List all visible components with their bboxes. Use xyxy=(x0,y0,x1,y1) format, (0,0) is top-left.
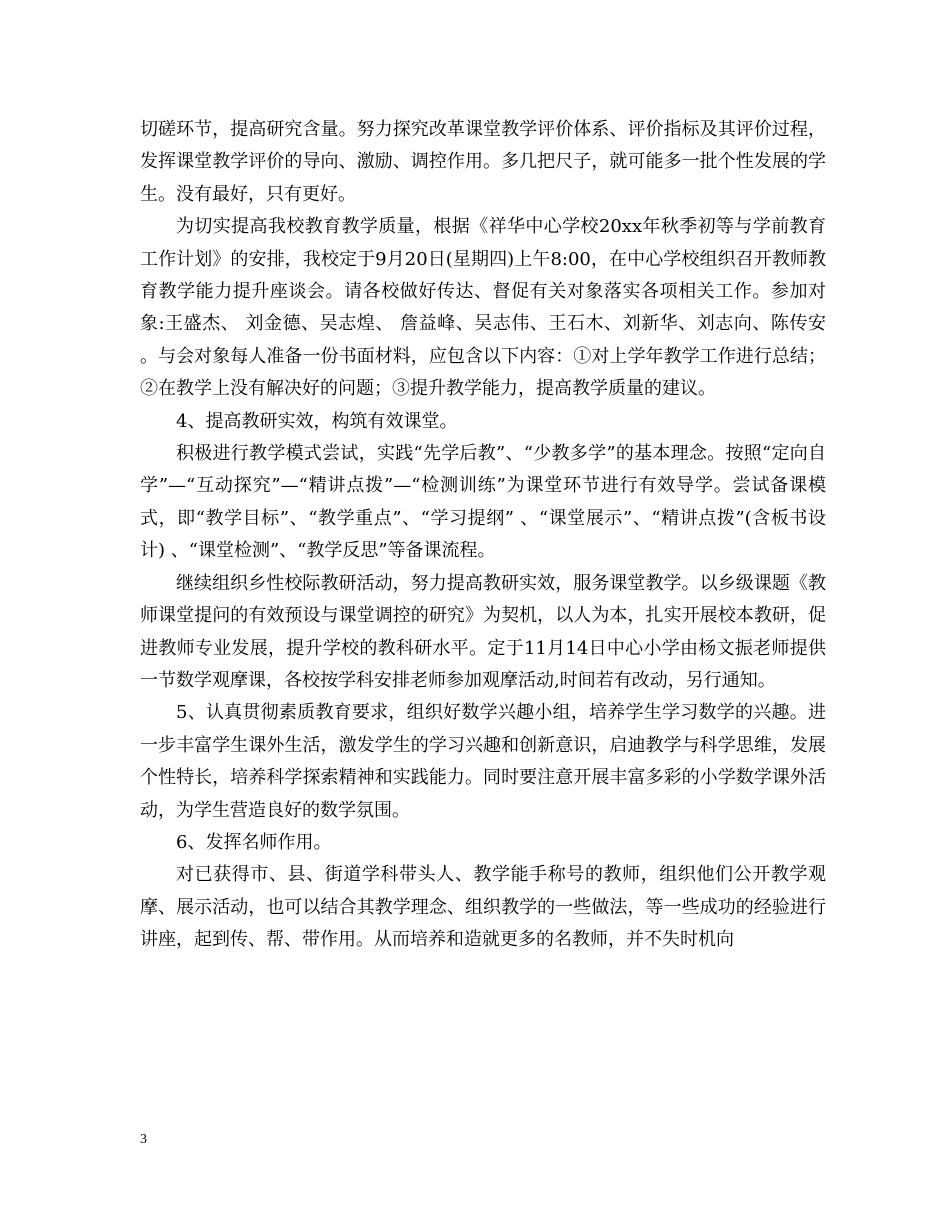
document-body xyxy=(140,114,826,957)
page-number: 3 xyxy=(140,1132,147,1147)
section-heading-6: 6、发挥名师作用。 xyxy=(176,831,332,853)
paragraph-teaching-model: 积极进行教学模式尝试，实践“先学后教”、“少教多学”的基本理念。按照“定向自学”—“互动探究”—“精讲点拨”—“检测训练”为课堂环节进行有效导学。尝试备课模式，即“教学目标”、“教学重点”、“学习提纲” 、“课堂展示”、“精讲点拨”(含板书设计) 、“课堂检测”、“教学反思”等备课流程。 xyxy=(140,443,826,562)
section-heading-5: 5、认真贯彻素质教育要求，组织好数学兴趣小组，培养学生学习数学的兴趣。进一步丰富学生课外生活，激发学生的学习兴趣和创新意识，启迪教学与科学思维，发展个性特长，培养科学探索精神和实践能力。同时要注意开展丰富多彩的小学数学课外活动，为学生营造良好的数学氛围。 xyxy=(140,702,826,821)
section-heading-4: 4、提高教研实效，构筑有效课堂。 xyxy=(176,410,458,432)
paragraph-famous-teachers: 对已获得市、县、街道学科带头人、教学能手称号的教师，组织他们公开教学观摩、展示活动，也可以结合其教学理念、组织教学的一些做法，等一些成功的经验进行讲座，起到传、帮、带作用。从而培养和造就更多的名教师，并不失时机向 xyxy=(140,864,826,951)
paragraph-research-activity: 继续组织乡性校际教研活动，努力提高教研实效，服务课堂教学。以乡级课题《教师课堂提问的有效预设与课堂调控的研究》为契机，以人为本，扎实开展校本教研，促进教师专业发展，提升学校的教科研水平。定于11月14日中心小学由杨文振老师提供一节数学观摩课，各校按学科安排老师参加观摩活动,时间若有改动，另行通知。 xyxy=(140,572,826,691)
paragraph-continued: 切磋环节，提高研究含量。努力探究改革课堂教学评价体系、评价指标及其评价过程，发挥课堂教学评价的导向、激励、调控作用。多几把尺子，就可能多一批个性发展的学生。没有最好，只有更好。 xyxy=(140,119,826,205)
paragraph-meeting-notice: 为切实提高我校教育教学质量，根据《祥华中心学校20xx年秋季初等与学前教育工作计划》的安排，我校定于9月20日(星期四)上午8:00，在中心学校组织召开教师教育教学能力提升座谈会。请各校做好传达、督促有关对象落实各项相关工作。参加对象:王盛杰、 刘金德、吴志煌、 詹益峰、吴志伟、王石木、刘新华、刘志向、陈传安 。与会对象每人准备一份书面材料，应包含以下内容：①对上学年教学工作进行总结；②在教学上没有解决好的问题；③提升教学能力，提高教学质量的建议。 xyxy=(140,216,826,400)
